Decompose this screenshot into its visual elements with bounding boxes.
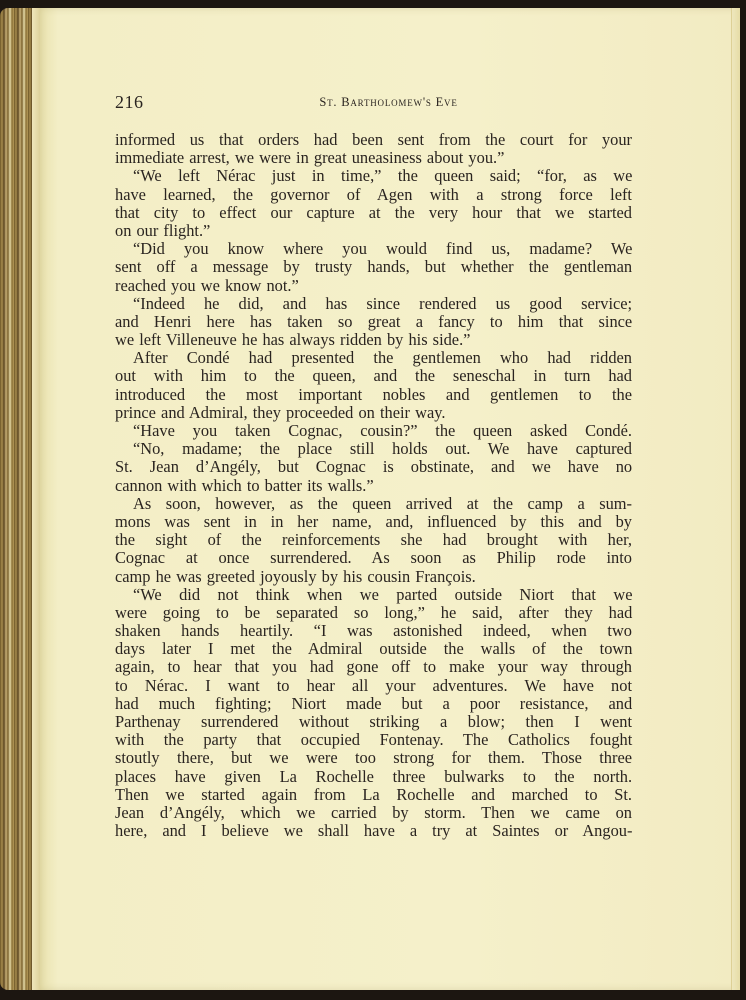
text-line: on our flight.” (115, 220, 211, 240)
text-line: Parthenay surrendered without striking a blow; then I went (115, 712, 632, 731)
text-line: and Henri here has taken so great a fancy to him that since (115, 311, 633, 331)
text-line: As soon, however, as the queen arrived at the camp a sum- (133, 493, 632, 513)
text-line: here, and I believe we shall have a try at Saintes or Angou- (115, 821, 633, 841)
text-line: introduced the most important nobles and gentlemen to the (115, 384, 633, 404)
text-line: After Condé had presented the gentlemen who had ridden (133, 348, 632, 368)
text-line: mons was sent in in her name, and, influenced by this and by (115, 511, 632, 531)
text-line: the sight of the reinforcements she had brought with her, (115, 530, 632, 550)
body-text (115, 131, 632, 840)
page-header (115, 92, 632, 114)
text-line: we left Villeneuve he has always ridden by his side.” (115, 330, 471, 350)
text-line: places have given La Rochelle three bulwarks to the north. (115, 766, 633, 786)
text-line: “Have you taken Cognac, cousin?” the queen asked Condé. (133, 421, 632, 440)
text-line: camp he was greeted joyously by his cousin François. (115, 566, 476, 586)
text-line: prince and Admiral, they proceeded on their way. (115, 402, 446, 422)
text-line: shaken hands heartily. “I was astonished indeed, when two (115, 621, 632, 641)
text-line: were going to be separated so long,” he said, after they had (115, 602, 633, 622)
text-line: Jean d’Angély, which we carried by storm. Then we came on (115, 802, 632, 822)
text-line: informed us that orders had been sent from the court for your (115, 130, 632, 149)
text-line: out with him to the queen, and the seneschal in turn had (115, 366, 632, 386)
running-head: St. Bartholomew's Eve (319, 95, 458, 109)
text-line: reached you we know not.” (115, 275, 299, 295)
text-line: “Did you know where you would find us, madame? We (133, 239, 633, 259)
page-edges-left (0, 8, 42, 990)
text-line: have learned, the governor of Agen with a strong force left (115, 184, 632, 204)
text-line: had much fighting; Niort made but a poor resistance, and (115, 693, 633, 713)
text-line: to Nérac. I want to hear all your adventures. We have not (115, 675, 632, 695)
page-number: 216 (115, 92, 144, 112)
text-line: that city to effect our capture at the very hour that we started (115, 202, 632, 222)
text-line: Then we started again from La Rochelle and marched to St. (115, 784, 632, 804)
text-line: “No, madame; the place still holds out. We have captured (133, 439, 632, 459)
text-line: cannon with which to batter its walls.” (115, 475, 374, 495)
text-line: again, to hear that you had gone off to make your way through (115, 657, 632, 677)
text-line: “We did not think when we parted outside Niort that we (133, 584, 633, 604)
text-line: sent off a message by trusty hands, but whether the gentleman (115, 257, 633, 277)
text-line: stoutly there, but we were too strong for them. Those three (115, 748, 632, 768)
text-line: St. Jean d’Angély, but Cognac is obstinate, and we have no (115, 457, 633, 477)
text-line: “Indeed he did, and has since rendered us good service; (133, 293, 633, 313)
page-edge-right (731, 8, 740, 990)
text-line: immediate arrest, we were in great uneasiness about you.” (115, 148, 505, 168)
text-line: Cognac at once surrendered. As soon as Philip rode into (115, 548, 632, 568)
text-line: “We left Nérac just in time,” the queen said; “for, as we (133, 166, 633, 186)
text-line: with the party that occupied Fontenay. The Catholics fought (115, 730, 633, 750)
text-line: days later I met the Admiral outside the walls of the town (115, 639, 633, 659)
